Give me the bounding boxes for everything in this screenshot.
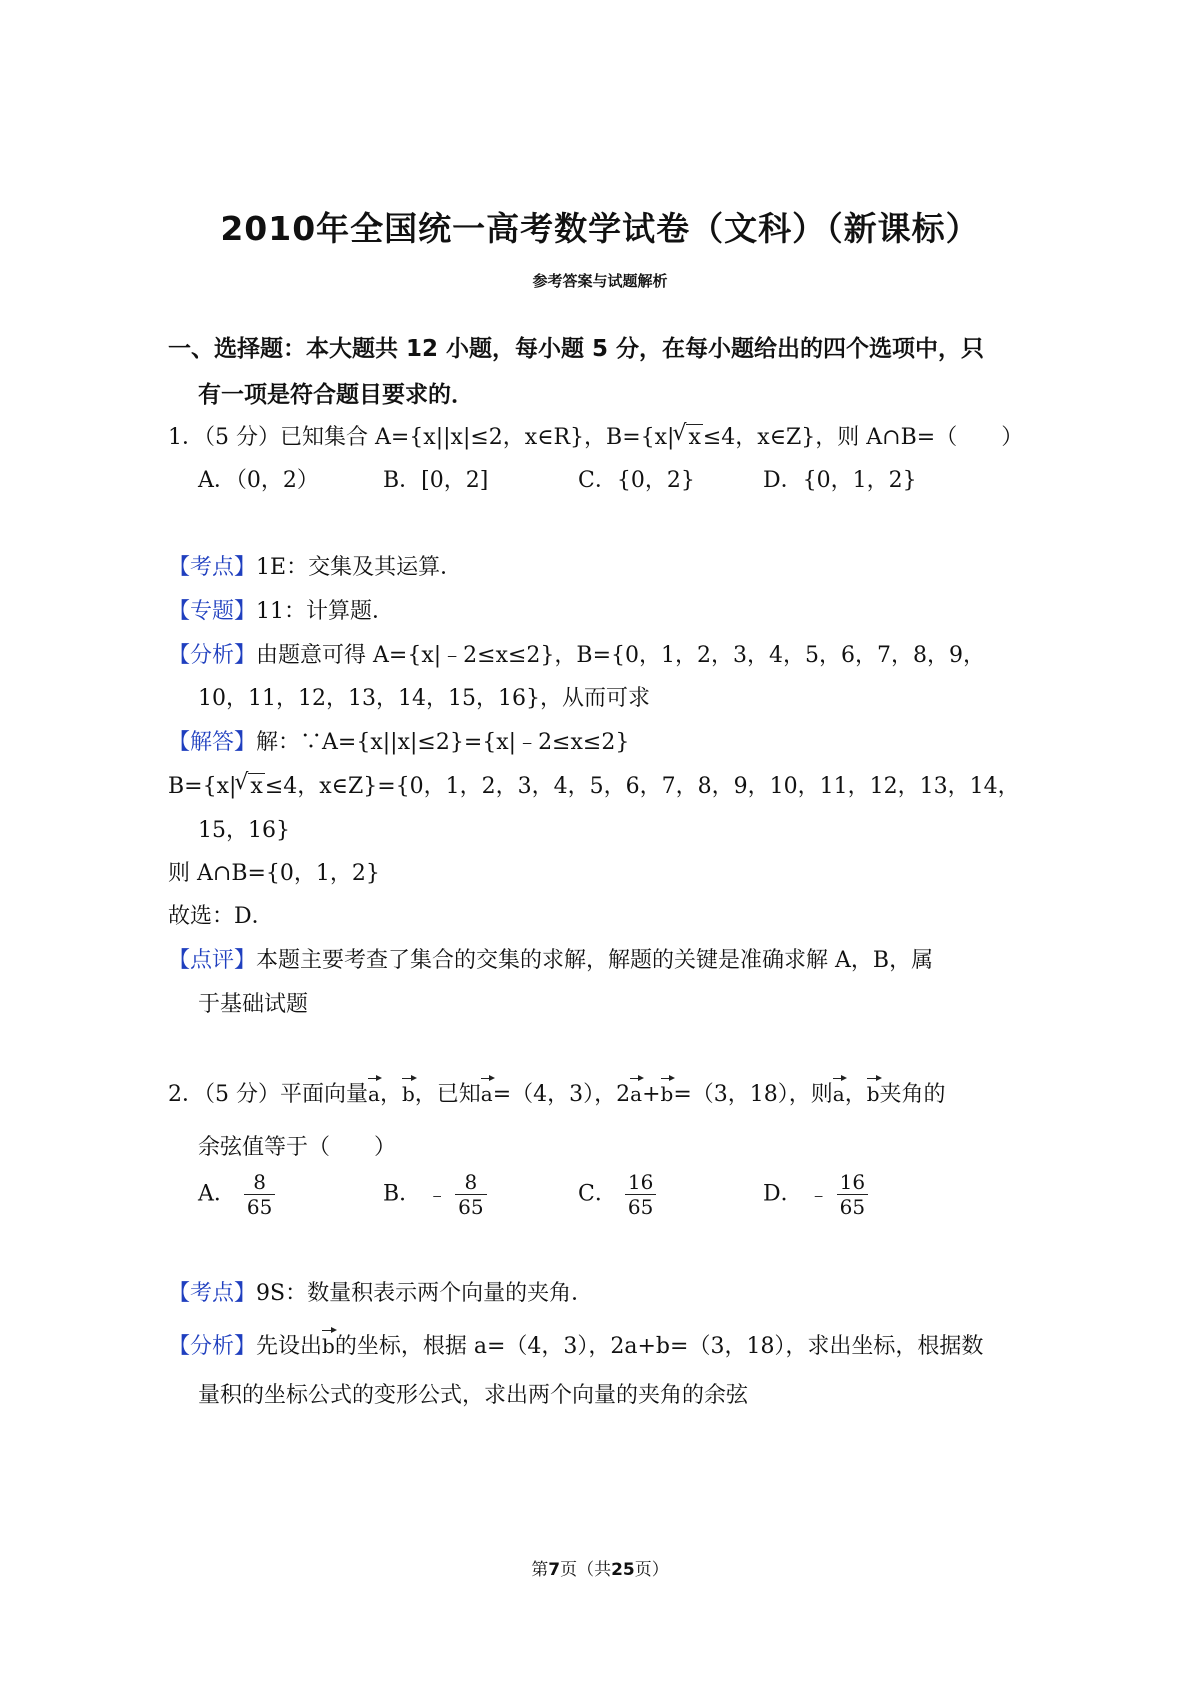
vector-a: a [630,1074,642,1106]
q2-option-b [383,1170,487,1219]
q1-zhuanti [168,594,394,625]
q2-option-c [578,1170,656,1219]
q1-option-d: D．{0，1，2} [763,468,917,493]
q1-jieda-line5: 故选：D． [168,904,274,929]
q1-jieda-line3: 15，16} [198,818,290,843]
q1-stem-pre: 1．（5 分）已知集合 A={x||x|≤2，x∈R}，B={x| [168,425,675,450]
jieda-tag: 【解答】 [168,730,257,755]
fraction: $\frac{16}{65}$ [625,1170,656,1219]
q1-jieda [168,725,629,756]
jieda-text: 解：∵A={x||x|≤2}={x|﹣2≤x≤2} [256,730,630,755]
q2-fenxi-line2: 量积的坐标公式的变形公式，求出两个向量的夹角的余弦 [198,1383,749,1408]
q2-stem-part1: 2．（5 分）平面向量 [168,1082,368,1107]
vector-a: a [481,1074,493,1106]
q1-fenxi [168,638,985,669]
section-heading-line1: 一、选择题：本大题共 12 小题，每小题 5 分，在每小题给出的四个选项中，只 [168,336,985,362]
jieda-b-pre: B={x| [168,774,237,799]
q2-stem-part2: ，已知 [414,1082,481,1107]
q1-stem-post: ≤4，x∈Z}，则 A∩B=（ ） [702,425,1024,450]
vector-b: b [867,1074,880,1106]
sqrt-symbol: √ x [236,774,264,799]
vector-b: b [661,1074,674,1106]
fenxi-tag: 【分析】 [168,643,257,668]
option-label: D． [763,1181,803,1207]
q1-jieda-line4: 则 A∩B={0，1，2} [168,861,380,886]
kaodian-tag: 【考点】 [168,1281,257,1306]
q2-comma: ， [379,1082,402,1107]
footer-mid: 页（共 [560,1560,612,1580]
vector-a: a [368,1074,380,1106]
dianping-text: 本题主要考查了集合的交集的求解，解题的关键是准确求解 A，B，属 [256,948,934,973]
fenxi-text: 由题意可得 A={x|﹣2≤x≤2}，B={0，1，2，3，4，5，6，7，8，9， [256,643,985,668]
q1-fenxi-line2: 10，11，12，13，14，15，16}，从而可求 [198,686,650,711]
option-label: C． [578,1181,617,1207]
fenxi-pre: 先设出 [256,1334,323,1359]
fraction: $\frac{16}{65}$ [837,1170,868,1219]
q2-stem-line2: 余弦值等于（ ） [198,1135,397,1160]
option-label: A． [198,1181,236,1207]
kaodian-text: 1E：交集及其运算． [256,555,463,580]
kaodian-text: 9S：数量积表示两个向量的夹角． [256,1281,594,1306]
page-number: 7 [548,1560,561,1580]
dianping-tag: 【点评】 [168,948,257,973]
footer-pre: 第 [531,1560,549,1580]
q1-dianping-line2: 于基础试题 [198,992,309,1017]
sqrt-symbol: √ x [674,425,702,450]
fraction: $\frac{8}{65}$ [455,1170,486,1219]
q2-plus: + [642,1082,661,1107]
zhuanti-text: 11：计算题． [256,599,395,624]
q2-fenxi [168,1326,983,1360]
fenxi-tag: 【分析】 [168,1334,257,1359]
minus-sign: ﹣ [427,1181,448,1206]
section-heading-line2: 有一项是符合题目要求的． [198,382,474,408]
page-footer [0,1555,1200,1580]
footer-post: 页） [634,1560,669,1580]
q1-option-b: B．[0，2] [383,468,489,493]
q1-stem [168,420,1023,451]
total-pages: 25 [611,1560,635,1580]
page-subtitle: 参考答案与试题解析 [532,272,668,290]
fraction: $\frac{8}{65}$ [244,1170,275,1219]
q2-stem [168,1074,946,1108]
q2-option-a [198,1170,275,1219]
vector-b: b [322,1326,335,1358]
option-label: B． [383,1181,422,1207]
q1-jieda-line2 [168,769,1020,800]
fenxi-post: 的坐标，根据 a=（4，3），2a+b=（3，18），求出坐标，根据数 [334,1334,984,1359]
q1-dianping [168,943,933,974]
q1-option-a: A．（0，2） [198,468,319,493]
q2-stem-part4: =（3，18），则 [673,1082,833,1107]
q2-option-d [763,1170,868,1219]
q2-coef: 2 [616,1082,631,1107]
vector-b: b [402,1074,415,1106]
zhuanti-tag: 【专题】 [168,599,257,624]
q2-stem-part5: 夹角的 [879,1082,946,1107]
q1-option-c: C．{0，2} [578,468,695,493]
minus-sign: ﹣ [808,1181,829,1206]
q2-comma: ， [844,1082,867,1107]
q2-stem-part3: =（4，3）， [492,1082,617,1107]
jieda-b-post: ≤4，x∈Z}={0，1，2，3，4，5，6，7，8，9，10，11，12，13，14， [264,774,1020,799]
q2-kaodian [168,1276,593,1307]
kaodian-tag: 【考点】 [168,555,257,580]
q1-kaodian [168,550,462,581]
vector-a: a [833,1074,845,1106]
page-title: 2010年全国统一高考数学试卷（文科）（新课标） [220,209,980,248]
